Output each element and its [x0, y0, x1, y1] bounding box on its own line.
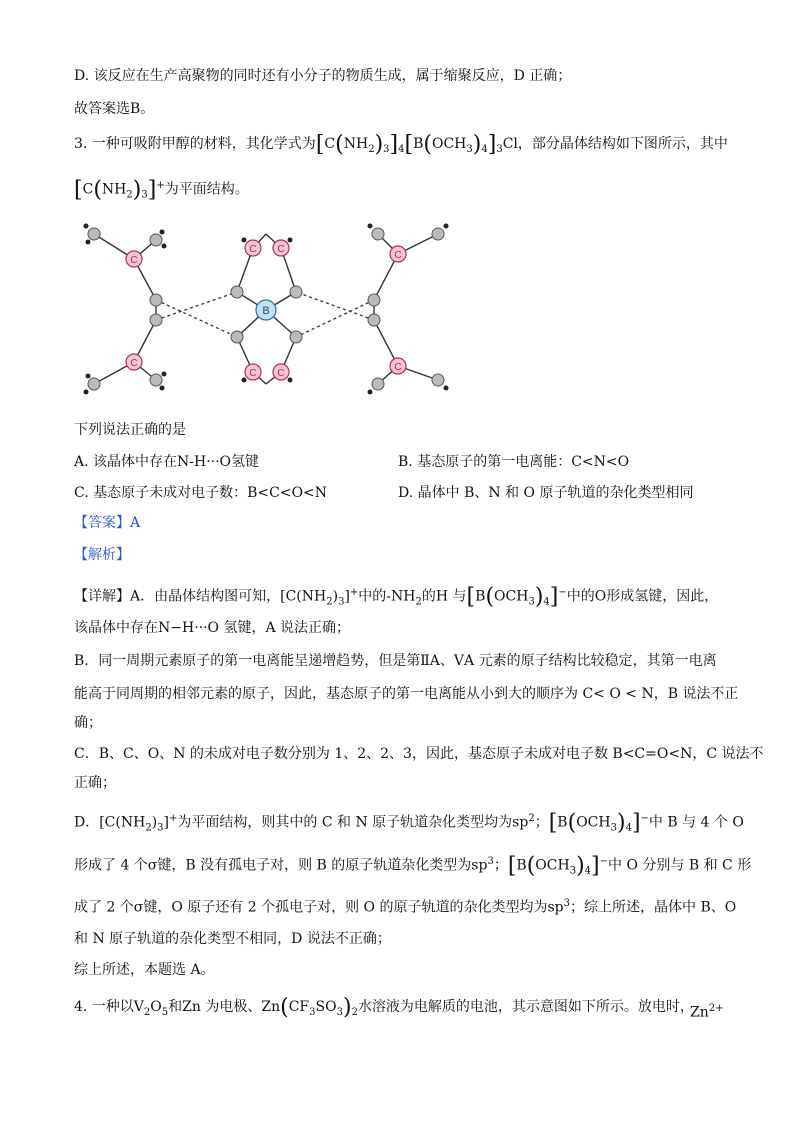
detail-a-2: 该晶体中存在N−H···O 氢键，A 说法正确；	[74, 620, 351, 636]
detail-d-4: 和 N 原子轨道的杂化类型不相同，D 说法不正确；	[74, 931, 391, 947]
q4-zn-ion: $Zn^{2+}$	[690, 1003, 724, 1021]
detail-b-1: B．同一周期元素原子的第一电离能呈递增趋势，但是第ⅡA、ⅤA 元素的原子结构比较稳定，其第一电离	[74, 653, 717, 669]
detail-d-3: 成了 2 个σ键，O 原子还有 2 个孤电子对，则 O 的原子轨道的杂化类型均为$sp^3$；综上所述，晶体中 B、O	[74, 898, 737, 916]
carbon-label: C	[277, 368, 285, 379]
detail-c-2: 正确；	[74, 775, 116, 791]
carbon-label: C	[130, 358, 138, 369]
prev-conclusion: 故答案选B。	[74, 101, 155, 117]
q3-question: 下列说法正确的是	[74, 422, 186, 438]
detail-b-2: 能高于同周期的相邻元素的原子，因此，基态原子的第一电离能从小到大的顺序为 C< O < N，B 说法不正	[74, 686, 739, 702]
carbon-label: C	[277, 244, 285, 255]
q3-stem-2: $[C(NH_2)_3]^+$为平面结构。	[74, 177, 249, 203]
q3-stem: 3. 一种可吸附甲醇的材料，其化学式为$[C(NH_2)_3]_4[B(OCH_3)_4]_3Cl$，部分晶体结构如下图所示，其中	[74, 132, 728, 157]
q3-option-d: D. 晶体中 B、N 和 O 原子轨道的杂化类型相同	[398, 485, 694, 501]
q3-option-a: A. 该晶体中存在N-H···O氢键	[74, 454, 260, 470]
carbon-label: C	[249, 244, 257, 255]
carbon-label: C	[130, 255, 138, 266]
detail-c-1: C．B、C、O、N 的未成对电子数分别为 1、2、2、3，因此，基态原子未成对电子数 B<C=O<N，C 说法不	[74, 746, 764, 762]
q4-stem: 4. 一种以$V_2O_5$和Zn 为电极、$Zn(CF_3SO_3)_2$水溶液为电解质的电池，其示意图如下所示。放电时，	[74, 995, 694, 1020]
crystal-structure-figure	[74, 212, 484, 404]
carbon-label: C	[394, 362, 402, 373]
carbon-label: C	[249, 368, 257, 379]
boron-label: B	[262, 305, 270, 317]
detail-final: 综上所述，本题选 A。	[74, 962, 215, 978]
q3-option-c: C. 基态原子未成对电子数：B<C<O<N	[74, 485, 328, 501]
detail-b-3: 确；	[74, 715, 102, 731]
detail-a-1: 【详解】A．由晶体结构图可知，$[C(NH_2)_3]^+$中的$-NH_2$的H 与$[B(OCH_3)_4]^-$中的O形成氢键，因此，	[74, 584, 719, 610]
q3-option-b: B. 基态原子的第一电离能：C<N<O	[398, 454, 630, 470]
detail-d-1: D．$[C(NH_2)_3]^+$为平面结构，则其中的 C 和 N 原子轨道杂化类型均为$sp^2$；$[B(OCH_3)_4]^-$中 B 与 4 个 O	[74, 810, 744, 836]
detail-d-2: 形成了 4 个σ键，B 没有孤电子对，则 B 的原子轨道杂化类型为$sp^3$；$[B(OCH_3)_4]^-$中 O 分别与 B 和 C 形	[74, 853, 752, 879]
prev-option-d: D. 该反应在生产高聚物的同时还有小分子的物质生成，属于缩聚反应，D 正确；	[74, 68, 572, 84]
answer-tag: 【答案】A	[74, 515, 141, 531]
analysis-tag: 【解析】	[74, 547, 130, 563]
carbon-label: C	[394, 250, 402, 261]
